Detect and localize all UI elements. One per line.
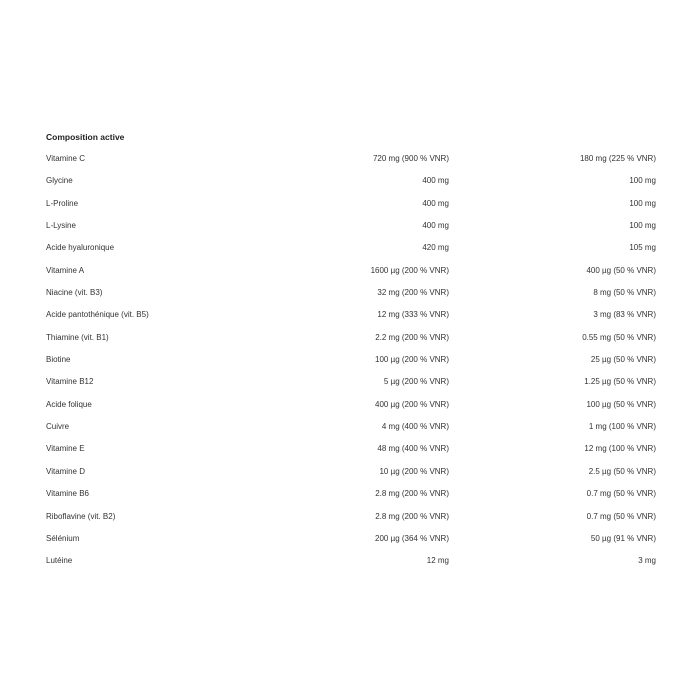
- dose-per-daily-intake: 400 µg (200 % VNR): [375, 399, 449, 409]
- table-row: [46, 506, 656, 528]
- nutrient-name: Sélénium: [46, 533, 80, 543]
- dose-per-daily-intake: 2.8 mg (200 % VNR): [375, 489, 449, 499]
- dose-per-capsule: 3 mg (83 % VNR): [593, 310, 656, 320]
- dose-per-capsule: 105 mg: [629, 243, 656, 253]
- table-row: [46, 349, 656, 371]
- nutrient-list: [46, 148, 656, 573]
- dose-per-daily-intake: 10 µg (200 % VNR): [379, 466, 449, 476]
- dose-per-capsule: 400 µg (50 % VNR): [586, 265, 656, 275]
- nutrient-name: Acide hyaluronique: [46, 243, 115, 253]
- dose-per-daily-intake: 400 mg: [422, 221, 449, 231]
- nutrient-name: Vitamine A: [46, 265, 85, 275]
- dose-per-daily-intake: 720 mg (900 % VNR): [372, 154, 449, 163]
- nutrient-name: Acide folique: [46, 399, 92, 409]
- dose-per-capsule: 3 mg: [638, 556, 656, 566]
- table-row: [46, 282, 656, 304]
- dose-per-capsule: 180 mg (225 % VNR): [579, 154, 656, 163]
- dose-per-capsule: 2.5 µg (50 % VNR): [588, 466, 656, 476]
- dose-per-capsule: 100 µg (50 % VNR): [586, 399, 656, 409]
- dose-per-capsule: 12 mg (100 % VNR): [584, 444, 656, 454]
- dose-per-daily-intake: 12 mg: [426, 556, 449, 566]
- dose-per-daily-intake: 1600 µg (200 % VNR): [370, 265, 449, 275]
- dose-per-daily-intake: 12 mg (333 % VNR): [377, 310, 449, 320]
- dose-per-capsule: 0.55 mg (50 % VNR): [582, 332, 656, 342]
- nutrient-name: Vitamine B12: [46, 377, 94, 387]
- table-row: [46, 438, 656, 460]
- nutrient-name: Biotine: [46, 355, 71, 365]
- table-row: [46, 260, 656, 282]
- composition-table: [46, 126, 656, 573]
- dose-per-capsule: 0.7 mg (50 % VNR): [586, 511, 656, 521]
- table-row: [46, 193, 656, 215]
- dose-per-capsule: 1.25 µg (50 % VNR): [584, 377, 656, 387]
- dose-per-capsule: 8 mg (50 % VNR): [593, 288, 656, 298]
- nutrient-name: Acide pantothénique (vit. B5): [46, 310, 149, 320]
- nutrient-name: Lutéine: [46, 556, 73, 566]
- nutrient-name: Vitamine D: [46, 466, 85, 476]
- dose-per-daily-intake: 5 µg (200 % VNR): [383, 377, 449, 387]
- nutrient-name: Riboflavine (vit. B2): [46, 511, 116, 521]
- dose-per-capsule: 100 mg: [629, 198, 656, 208]
- nutrient-name: L-Lysine: [46, 221, 76, 231]
- dose-per-daily-intake: 2.2 mg (200 % VNR): [375, 332, 449, 342]
- dose-per-daily-intake: 4 mg (400 % VNR): [381, 422, 449, 432]
- table-row: [46, 416, 656, 438]
- nutrient-name: Cuivre: [46, 422, 70, 432]
- table-row: [46, 237, 656, 259]
- dose-per-capsule: 25 µg (50 % VNR): [590, 355, 656, 365]
- table-row: [46, 550, 656, 572]
- table-row: [46, 215, 656, 237]
- dose-per-capsule: 100 mg: [629, 176, 656, 186]
- nutrient-name: Vitamine B6: [46, 489, 89, 499]
- dose-per-daily-intake: 48 mg (400 % VNR): [377, 444, 449, 454]
- nutrient-name: Thiamine (vit. B1): [46, 332, 109, 342]
- dose-per-capsule: 100 mg: [629, 221, 656, 231]
- nutrient-name: Glycine: [46, 176, 73, 186]
- dose-per-daily-intake: 200 µg (364 % VNR): [375, 533, 449, 543]
- table-row: [46, 304, 656, 326]
- table-row: [46, 371, 656, 393]
- table-row: [46, 483, 656, 505]
- dose-per-daily-intake: 400 mg: [422, 198, 449, 208]
- composition-title: Composition active: [46, 132, 125, 142]
- nutrient-name: L-Proline: [46, 198, 79, 208]
- table-row: [46, 170, 656, 192]
- table-row: [46, 394, 656, 416]
- dose-per-daily-intake: 2.8 mg (200 % VNR): [375, 511, 449, 521]
- nutrient-name: Niacine (vit. B3): [46, 288, 103, 298]
- dose-per-daily-intake: 420 mg: [422, 243, 449, 253]
- table-row: [46, 148, 656, 170]
- dose-per-daily-intake: 400 mg: [422, 176, 449, 186]
- table-row: [46, 461, 656, 483]
- dose-per-capsule: 1 mg (100 % VNR): [588, 422, 656, 432]
- dose-per-daily-intake: 32 mg (200 % VNR): [377, 288, 449, 298]
- table-row: [46, 327, 656, 349]
- dose-per-capsule: 50 µg (91 % VNR): [590, 533, 656, 543]
- nutrient-name: Vitamine C: [46, 154, 85, 163]
- dose-per-capsule: 0.7 mg (50 % VNR): [586, 489, 656, 499]
- dose-per-daily-intake: 100 µg (200 % VNR): [375, 355, 449, 365]
- nutrient-name: Vitamine E: [46, 444, 85, 454]
- table-row: [46, 528, 656, 550]
